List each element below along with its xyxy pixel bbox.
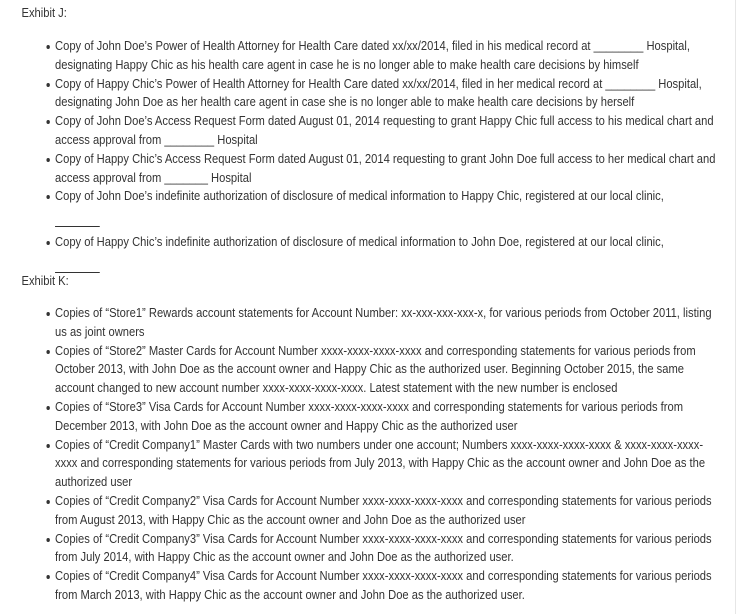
list-item: Copy of John Doe’s Access Request Form dated August 01, 2014 requesting to grant Happy Chic full access to his medical chart and access approval from ________ Hospital	[55, 112, 717, 150]
list-item-text: Copy of Happy Chic’s indefinite authorization of disclosure of medical information to John Doe, registered at our local clinic,	[55, 233, 664, 249]
list-item: Copies of “Credit Company3” Visa Cards for Account Number xxxx-xxxx-xxxx-xxxx and corresponding statements for various periods from July 2014, with Happy Chic as the account owner and John Doe as the authorized user.	[55, 530, 717, 568]
list-item: Copies of “Store3” Visa Cards for Account Number xxxx-xxxx-xxxx-xxxx and corresponding statements for various periods from December 2013, with John Doe as the account owner and Happy Chic as the authorized user	[55, 398, 717, 436]
exhibit-j-list	[0, 37, 717, 279]
list-item	[55, 233, 717, 279]
list-item: Copies of “Credit Company4” Visa Cards for Account Number xxxx-xxxx-xxxx-xxxx and corresponding statements for various periods from March 2013, with Happy Chic as the account owner and John Doe as the authorized user.	[55, 567, 717, 605]
list-item-text: Copy of John Doe’s indefinite authorization of disclosure of medical information to Happy Chic, registered at our local clinic,	[55, 188, 664, 204]
exhibit-j-heading: Exhibit J:	[21, 5, 67, 20]
exhibit-k-heading: Exhibit K:	[21, 273, 69, 288]
list-item: Copies of “Credit Company2” Visa Cards for Account Number xxxx-xxxx-xxxx-xxxx and corresponding statements for various periods from August 2013, with Happy Chic as the account owner and John Doe as the authorized user	[55, 492, 717, 530]
exhibit-k-list	[0, 304, 717, 605]
list-item: Copy of Happy Chic’s Power of Health Attorney for Health Care dated xx/xx/2014, filed in her medical record at ________ Hospital, designating John Doe as her health care agent in case she is no longer able to make health care decisions by herself	[55, 75, 717, 113]
blank-line	[55, 216, 100, 227]
list-item: Copies of “Store1” Rewards account statements for Account Number: xx-xxx-xxx-xxx-x, for various periods from October 2011, listing us as joint owners	[55, 304, 717, 342]
list-item	[55, 187, 717, 233]
list-item: Copies of “Store2” Master Cards for Account Number xxxx-xxxx-xxxx-xxxx and corresponding statements for various periods from October 2013, with John Doe as the account owner and Happy Chic as the authorized user. Beginning October 2015, the same account changed to new account number xxxx-xxxx-xxxx-xxxx. Latest statement with the new number is enclosed	[55, 342, 717, 398]
list-item: Copy of John Doe’s Power of Health Attorney for Health Care dated xx/xx/2014, filed in his medical record at ________ Hospital, designating Happy Chic as his health care agent in case he is no longer able to make health care decisions by himself	[55, 37, 717, 75]
list-item: Copies of “Credit Company1” Master Cards with two numbers under one account; Numbers xxxx-xxxx-xxxx-xxxx & xxxx-xxxx-xxxx-xxxx and corresponding statements for various periods from July 2013, with Happy Chic as the account owner and John Doe as the authorized user	[55, 436, 717, 492]
page-edge-divider	[735, 0, 736, 614]
list-item: Copy of Happy Chic’s Access Request Form dated August 01, 2014 requesting to grant John Doe full access to her medical chart and access approval from _______ Hospital	[55, 150, 717, 188]
